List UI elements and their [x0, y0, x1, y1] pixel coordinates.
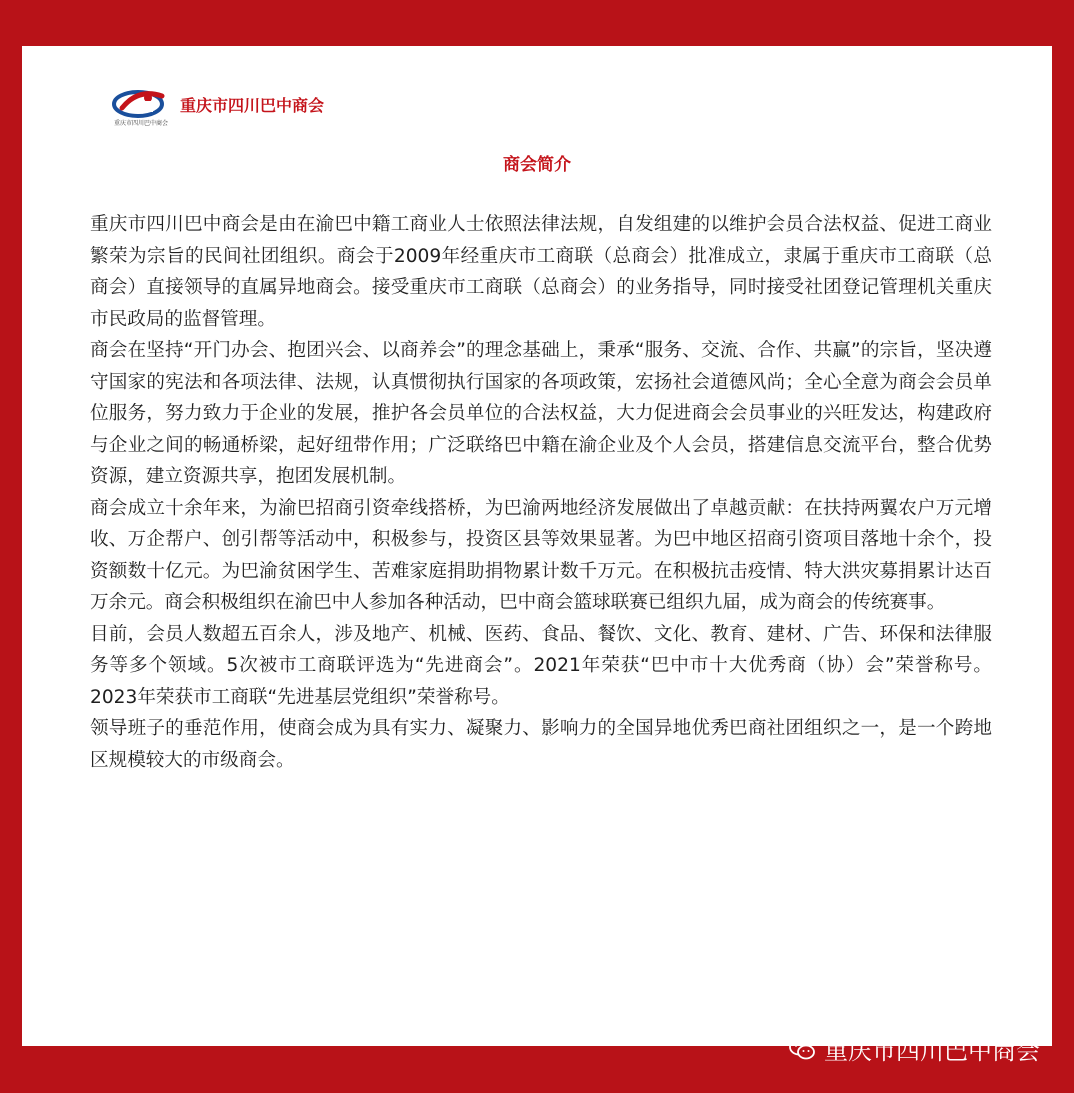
paragraph-achievements: 商会成立十余年来，为渝巴招商引资牵线搭桥，为巴渝两地经济发展做出了卓越贡献：在扶持两翼农户万元增收、万企帮户、创引帮等活动中，积极参与，投资区县等效果显著。为巴中地区招商引资项目落地十余个，投资额数十亿元。为巴渝贫困学生、苦难家庭捐助捐物累计数千万元。在积极抗击疫情、特大洪灾募捐累计达百万余元。商会积极组织在渝巴中人参加各种活动，巴中商会篮球联赛已组织九届，成为商会的传统赛事。	[90, 497, 992, 613]
paragraph-mission: 商会在坚持“开门办会、抱团兴会、以商养会”的理念基础上，秉承“服务、交流、合作、共赢”的宗旨，坚决遵守国家的宪法和各项法律、法规，认真惯彻执行国家的各项政策，宏扬社会道德风尚；全心全意为商会会员单位服务，努力致力于企业的发展，推护各会员单位的合法权益，大力促进商会会员事业的兴旺发达，构建政府与企业之间的畅通桥梁，起好纽带作用；广泛联络巴中籍在渝企业及个人会员，搭建信息交流平台，整合优势资源，建立资源共享，抱团发展机制。	[90, 340, 992, 487]
organization-name: 重庆市四川巴中商会	[180, 96, 325, 115]
chamber-logo-icon	[108, 86, 174, 120]
document-sheet	[22, 46, 1052, 1046]
watermark	[788, 1031, 1040, 1066]
paragraph-membership: 目前，会员人数超五百余人，涉及地产、机械、医药、食品、餐饮、文化、教育、建材、广告、环保和法律服务等多个领域。5次被市工商联评选为“先进商会”。2021年荣获“巴中市十大优秀商（协）会”荣誉称号。2023年荣获市工商联“先进基层党组织”荣誉称号。	[90, 623, 992, 708]
article-body	[90, 209, 992, 776]
page-title: 商会简介	[503, 155, 571, 175]
logo-subtext: 重庆市四川巴中商会	[113, 120, 168, 127]
paragraph-leadership: 领导班子的垂范作用，使商会成为具有实力、凝聚力、影响力的全国异地优秀巴商社团组织之一，是一个跨地区规模较大的市级商会。	[90, 718, 992, 771]
wechat-icon	[788, 1037, 816, 1061]
paragraph-intro: 重庆市四川巴中商会是由在渝巴中籍工商业人士依照法律法规，自发组建的以维护会员合法权益、促进工商业繁荣为宗旨的民间社团组织。商会于2009年经重庆市工商联（总商会）批准成立，隶属于重庆市工商联（总商会）直接领导的直属异地商会。接受重庆市工商联（总商会）的业务指导，同时接受社团登记管理机关重庆市民政局的监督管理。	[90, 214, 992, 330]
watermark-text: 重庆市四川巴中商会	[824, 1037, 1040, 1065]
